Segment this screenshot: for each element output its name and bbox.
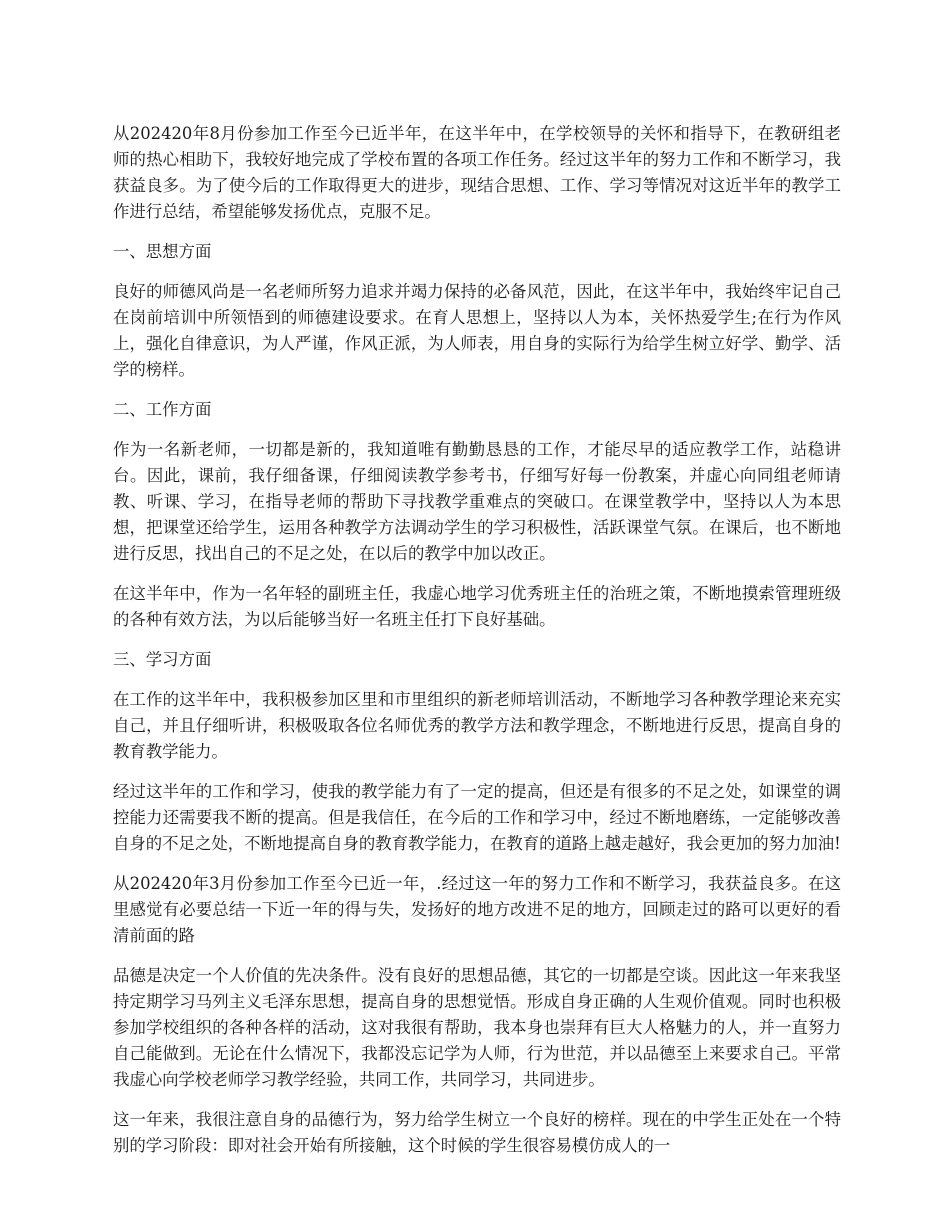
study-paragraph-1: 在工作的这半年中，我积极参加区里和市里组织的新老师培训活动，不断地学习各种教学理论来充实自己，并且仔细听讲，积极吸取各位名师优秀的教学方法和教学理念，不断地进行反思，提高自身的教育教学能力。 — [113, 690, 841, 761]
section-heading-work: 二、工作方面 — [113, 400, 212, 419]
section-heading-study: 三、学习方面 — [113, 650, 212, 669]
conduct-paragraph: 这一年来，我很注意自身的品德行为，努力给学生树立一个良好的榜样。现在的中学生正处在一个特别的学习阶段：即对社会开始有所接触，这个时候的学生很容易模仿成人的一 — [113, 1110, 841, 1155]
section-heading-thought: 一、思想方面 — [113, 242, 212, 261]
work-paragraph-2: 在这半年中，作为一名年轻的副班主任，我虚心地学习优秀班主任的治班之策，不断地摸索管理班级的各种有效方法，为以后能够当好一名班主任打下良好基础。 — [113, 584, 841, 629]
second-intro-paragraph: 从202420年3月份参加工作至今已近一年，.经过这一年的努力工作和不断学习，我获益良多。在这里感觉有必要总结一下近一年的得与失，发扬好的地方改进不足的地方，回顾走过的路可以更好的看清前面的路 — [113, 874, 841, 945]
document-body — [113, 121, 841, 1173]
thought-paragraph: 良好的师德风尚是一名老师所努力追求并竭力保持的必备风范，因此，在这半年中，我始终牢记自己在岗前培训中所领悟到的师德建设要求。在育人思想上，坚持以人为本，关怀热爱学生;在行为作风上，强化自律意识，为人严谨，作风正派，为人师表，用自身的实际行为给学生树立好学、勤学、活学的榜样。 — [113, 282, 841, 379]
work-paragraph-1: 作为一名新老师，一切都是新的，我知道唯有勤勤恳恳的工作，才能尽早的适应教学工作，站稳讲台。因此，课前，我仔细备课，仔细阅读教学参考书，仔细写好每一份教案，并虚心向同组老师请教、听课、学习，在指导老师的帮助下寻找教学重难点的突破口。在课堂教学中，坚持以人为本思想，把课堂还给学生，运用各种教学方法调动学生的学习积极性，活跃课堂气氛。在课后，也不断地进行反思，找出自己的不足之处，在以后的教学中加以改正。 — [113, 440, 841, 563]
study-paragraph-2: 经过这半年的工作和学习，使我的教学能力有了一定的提高，但还是有很多的不足之处，如课堂的调控能力还需要我不断的提高。但是我信任，在今后的工作和学习中，经过不断地磨练，一定能够改善自身的不足之处，不断地提高自身的教育教学能力，在教育的道路上越走越好，我会更加的努力加油! — [113, 782, 841, 853]
morality-paragraph: 品德是决定一个人价值的先决条件。没有良好的思想品德，其它的一切都是空谈。因此这一年来我坚持定期学习马列主义毛泽东思想，提高自身的思想觉悟。形成自身正确的人生观价值观。同时也积极参加学校组织的各种各样的活动，这对我很有帮助，我本身也崇拜有巨大人格魅力的人，并一直努力自己能做到。无论在什么情况下，我都没忘记学为人师，行为世范，并以品德至上来要求自己。平常我虚心向学校老师学习教学经验，共同工作，共同学习，共同进步。 — [113, 966, 841, 1089]
intro-paragraph: 从202420年8月份参加工作至今已近半年，在这半年中，在学校领导的关怀和指导下，在教研组老师的热心相助下，我较好地完成了学校布置的各项工作任务。经过这半年的努力工作和不断学习，我获益良多。为了使今后的工作取得更大的进步，现结合思想、工作、学习等情况对这近半年的教学工作进行总结，希望能够发扬优点，克服不足。 — [113, 124, 841, 221]
